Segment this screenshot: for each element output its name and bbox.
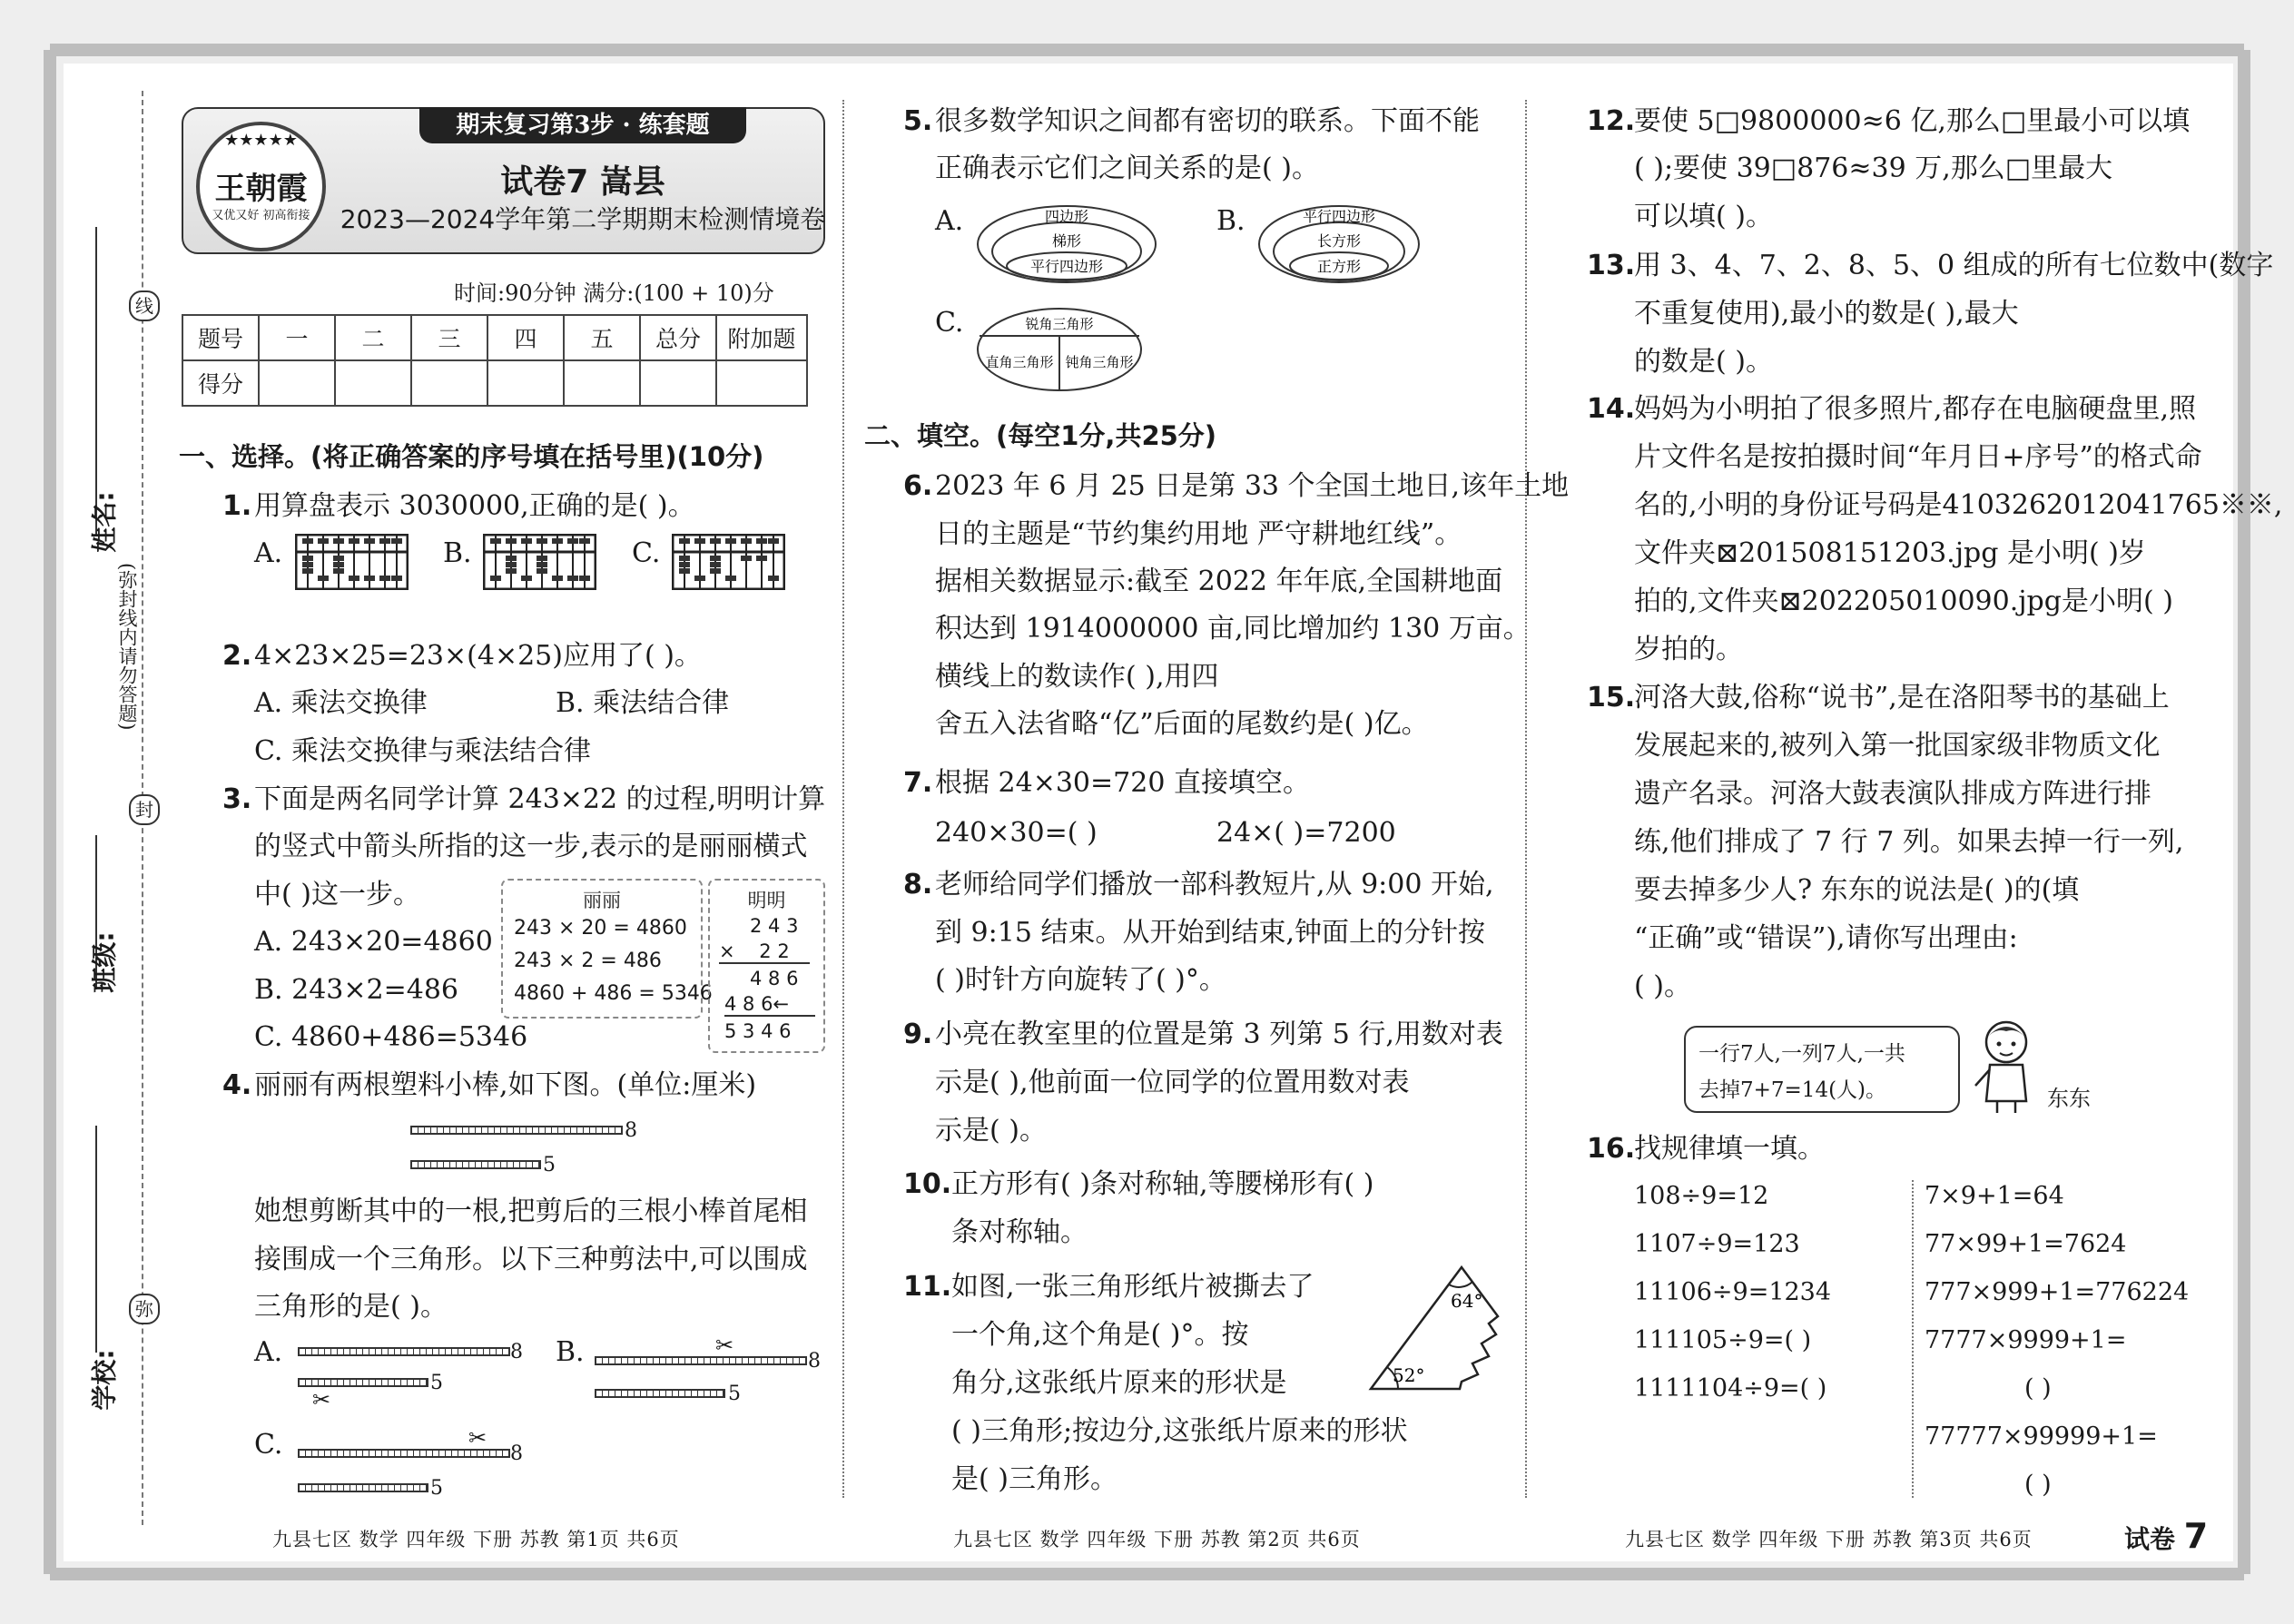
q12-line: 要使 5□9800000≈6 亿,那么□里最小可以填 (1634, 105, 2191, 137)
q2-option-b[interactable]: B. 乘法结合律 (556, 687, 730, 719)
score-input[interactable] (335, 360, 411, 406)
q16-right-row: 77×99+1=7624 (1925, 1230, 2127, 1258)
q16-left-row: 1107÷9=123 (1634, 1230, 1800, 1258)
paper-subtitle: 2023—2024学年第二学期期末检测情境卷 (340, 204, 826, 234)
lili-title: 丽丽 (583, 890, 621, 911)
q2-text: 4×23×25=23×(4×25)应用了( )。 (254, 640, 702, 672)
score-cell: 总分 (640, 315, 716, 360)
column-divider-2 (1525, 100, 1527, 1498)
score-value-row (182, 360, 807, 406)
footer-page-1: 九县七区 数学 四年级 下册 苏教 第1页 共6页 (272, 1529, 680, 1550)
paper-tag-number: 7 (2183, 1516, 2209, 1556)
venn-c-diagram (976, 307, 1144, 393)
q4-b-label-5: 5 (728, 1383, 741, 1405)
q8-number: 8. (903, 869, 933, 901)
brand-logo (196, 122, 326, 251)
footer-page-3: 九县七区 数学 四年级 下册 苏教 第3页 共6页 (1625, 1529, 2033, 1550)
q16-text: 找规律填一填。 (1634, 1133, 1825, 1165)
score-cell: 题号 (182, 315, 259, 360)
q1-option-a[interactable]: A. (254, 537, 283, 569)
q16-left-row: 108÷9=12 (1634, 1182, 1769, 1210)
q9-line[interactable]: 示是( )。 (935, 1115, 1047, 1147)
q3-line-3: 中( )这一步。 (254, 879, 420, 910)
q6-line: 2023 年 6 月 25 日是第 33 个全国土地日,该年土地 (935, 470, 1570, 502)
school-label: 学校: (89, 1349, 120, 1411)
q15-line: 河洛大鼓,俗称“说书”,是在洛阳琴书的基础上 (1634, 682, 2170, 714)
stick-5cm (410, 1160, 541, 1169)
q4-a-label-5: 5 (430, 1372, 443, 1394)
q6-line: 日的主题是“节约集约用地 严守耕地红线”。 (935, 518, 1462, 550)
score-table (182, 314, 808, 407)
q11-line: 角分,这张纸片原来的形状是 (951, 1367, 1287, 1399)
q4-b-label-8: 8 (808, 1350, 821, 1373)
q6-line: 横线上的数读作( ),用四 (935, 661, 1219, 693)
column-divider-1 (842, 100, 844, 1498)
q1-number: 1. (222, 490, 252, 522)
score-cell: 二 (335, 315, 411, 360)
q5-option-c[interactable]: C. (935, 307, 964, 339)
q15-line: 发展起来的,被列入第一批国家级非物质文化 (1634, 730, 2161, 762)
q3-line-1: 下面是两名同学计算 243×22 的过程,明明计算 (254, 783, 826, 815)
mingming-row-3: 4 8 6 (750, 968, 799, 989)
q10-number: 10. (903, 1168, 952, 1200)
boy-character-icon (1970, 1015, 2043, 1115)
paper-tag (2124, 1516, 2208, 1556)
q6-line: 据相关数据显示:截至 2022 年年底,全国耕地面 (935, 566, 1503, 597)
q9-line: 小亮在教室里的位置是第 3 列第 5 行,用数对表 (935, 1019, 1503, 1050)
q15-number: 15. (1587, 682, 1636, 714)
header-card (182, 107, 825, 254)
q5-option-b[interactable]: B. (1216, 205, 1245, 237)
q11-line[interactable]: 是( )三角形。 (951, 1463, 1117, 1495)
q13-line: 用 3、4、7、2、8、5、0 组成的所有七位数中(数字 (1634, 250, 2274, 281)
q16-number: 16. (1587, 1133, 1636, 1165)
score-cell: 一 (259, 315, 335, 360)
venn-a-outer: 四边形 (1044, 208, 1089, 225)
binding-note: (弥封线内请勿答题) (116, 563, 138, 731)
q5-line-2: 正确表示它们之间关系的是( )。 (935, 153, 1319, 184)
q7-blank-a[interactable]: 240×30=( ) (935, 817, 1098, 849)
lili-step-1: 243 × 20 = 4860 (514, 917, 687, 940)
q13-line[interactable]: 不重复使用),最小的数是( ),最大 (1634, 298, 2019, 330)
q4-line-4: 三角形的是( )。 (254, 1291, 448, 1323)
q14-line[interactable]: 拍的,文件夹⊠202205010090.jpg是小明( ) (1634, 586, 2173, 617)
q8-line[interactable]: ( )时针方向旋转了( )°。 (935, 964, 1226, 996)
q5-line-1: 很多数学知识之间都有密切的联系。下面不能 (935, 105, 1480, 137)
q16-left-row[interactable]: 111105÷9=( ) (1634, 1326, 1812, 1354)
q4-a-stick-8 (298, 1347, 510, 1356)
score-cell: 三 (411, 315, 487, 360)
character-name: 东东 (2047, 1086, 2091, 1111)
name-field-line[interactable] (95, 227, 97, 536)
mingming-row-2: × 2 2 (719, 940, 810, 964)
q15-line: “正确”或“错误”),请你写出理由: (1634, 922, 2018, 954)
score-input[interactable] (411, 360, 487, 406)
angle-64-label: 64° (1451, 1290, 1483, 1312)
scissors-icon: ✂ (715, 1333, 734, 1358)
q15-reason-blank[interactable]: ( )。 (1634, 970, 1691, 1002)
q16-right-row: 7777×9999+1= (1925, 1326, 2127, 1354)
score-row-label: 得分 (182, 360, 259, 406)
q7-number: 7. (903, 767, 933, 799)
q15-line[interactable]: 要去掉多少人? 东东的说法是( )的(填 (1634, 874, 2080, 906)
q1-text: 用算盘表示 3030000,正确的是( )。 (254, 490, 695, 522)
q4-b-stick-5 (595, 1389, 725, 1398)
q14-line[interactable]: 文件夹⊠201508151203.jpg 是小明( )岁 (1634, 537, 2146, 569)
q3-option-b[interactable]: B. 243×2=486 (254, 974, 458, 1006)
q4-b-stick-8 (595, 1356, 807, 1365)
score-input[interactable] (487, 360, 564, 406)
score-input[interactable] (564, 360, 640, 406)
logo-stars-icon: ★★★★★ (224, 131, 298, 150)
q12-line[interactable]: ( );要使 39□876≈39 万,那么□里最大 (1634, 153, 2113, 184)
stick-8cm (410, 1126, 623, 1135)
speech-bubble (1684, 1026, 1960, 1113)
q6-line: 舍五入法省略“亿”后面的尾数约是( )亿。 (935, 708, 1429, 740)
mingming-row-5: 5 3 4 6 (724, 1020, 792, 1042)
venn-b-inner: 正方形 (1316, 258, 1362, 275)
score-cell: 四 (487, 315, 564, 360)
venn-b-outer: 平行四边形 (1302, 208, 1376, 225)
q16-divider (1912, 1180, 1914, 1498)
q3-option-a[interactable]: A. 243×20=4860 (254, 926, 493, 958)
lili-work-box (501, 879, 713, 1019)
q1-option-c[interactable]: C. (632, 537, 661, 569)
q2-number: 2. (222, 640, 252, 672)
q3-option-c[interactable]: C. 4860+486=5346 (254, 1021, 528, 1053)
header-banner: 期末复习第3步 · 练套题 (419, 107, 746, 143)
scissors-icon: ✂ (468, 1425, 487, 1451)
binding-mark-seal: 封 (129, 794, 160, 825)
q11-number: 11. (903, 1271, 952, 1303)
q4-number: 4. (222, 1069, 252, 1101)
q16-right-row: 77777×99999+1= (1925, 1422, 2158, 1451)
angle-52-label: 52° (1393, 1364, 1425, 1386)
name-label: 姓名: (89, 491, 120, 553)
q14-number: 14. (1587, 393, 1636, 425)
q4-c-label-8: 8 (510, 1442, 523, 1465)
q16-right-row: 777×999+1=776224 (1925, 1278, 2190, 1306)
logo-text: 王朝霞 (214, 171, 308, 207)
venn-b-mid: 长方形 (1316, 232, 1362, 250)
q4-a-label-8: 8 (510, 1341, 523, 1363)
time-info: 时间:90分钟 满分:(100 + 10)分 (454, 281, 774, 306)
score-input[interactable] (259, 360, 335, 406)
q2-option-a[interactable]: A. 乘法交换律 (254, 687, 428, 719)
mingming-work-box (708, 879, 825, 1053)
stick-5cm-label: 5 (543, 1154, 556, 1176)
q14-line: 名的,小明的身份证号码是4103262012041765※※, (1634, 489, 2283, 521)
q13-line[interactable]: 的数是( )。 (1634, 346, 1773, 378)
q4-line-3: 接围成一个三角形。以下三种剪法中,可以围成 (254, 1244, 808, 1275)
q12-number: 12. (1587, 105, 1636, 137)
class-label: 班级: (89, 931, 120, 993)
mingming-row-4: 4 8 6← (724, 993, 815, 1017)
lili-step-3: 4860 + 486 = 5346 (514, 982, 713, 1005)
q16-right-blank[interactable]: ( ) (2024, 1471, 2052, 1499)
q15-line: 练,他们排成了 7 行 7 列。如果去掉一行一列, (1634, 826, 2184, 858)
score-header-row (182, 315, 807, 360)
q11-line: 如图,一张三角形纸片被撕去了 (951, 1271, 1314, 1303)
abacus-a-icon (295, 534, 409, 590)
school-field-line[interactable] (95, 1126, 97, 1353)
q5-option-a[interactable]: A. (935, 205, 964, 237)
venn-a-mid: 梯形 (1051, 232, 1082, 250)
q4-option-b[interactable]: B. (556, 1336, 585, 1368)
q8-line: 老师给同学们播放一部科教短片,从 9:00 开始, (935, 869, 1494, 901)
q5-number: 5. (903, 105, 933, 137)
logo-small-text: 又优又好 初高衔接 (212, 209, 310, 222)
q4-c-label-5: 5 (430, 1477, 443, 1500)
score-cell: 五 (564, 315, 640, 360)
q7-blank-b[interactable]: 24×( )=7200 (1216, 817, 1396, 849)
q1-option-b[interactable]: B. (443, 537, 472, 569)
binding-mark-close: 弥 (129, 1294, 160, 1324)
q11-line[interactable]: 一个角,这个角是( )°。按 (951, 1319, 1249, 1351)
q10-line[interactable]: 正方形有( )条对称轴,等腰梯形有( ) (951, 1168, 1374, 1200)
q4-text: 丽丽有两根塑料小棒,如下图。(单位:厘米) (254, 1069, 757, 1101)
stick-8cm-label: 8 (625, 1119, 637, 1142)
paper-title: 试卷7 嵩县 (500, 163, 665, 201)
footer-page-2: 九县七区 数学 四年级 下册 苏教 第2页 共6页 (953, 1529, 1361, 1550)
score-input[interactable] (716, 360, 807, 406)
binding-mark-line: 线 (129, 290, 160, 321)
venn-c-right: 钝角三角形 (1065, 354, 1134, 370)
q16-right-blank[interactable]: ( ) (2024, 1374, 2052, 1403)
q14-line: 片文件名是按拍摄时间“年月日+序号”的格式命 (1634, 441, 2202, 473)
q6-line: 积达到 1914000000 亩,同比增加约 130 万亩。 (935, 613, 1531, 645)
venn-b-diagram (1257, 204, 1421, 284)
q9-line[interactable]: 示是( ),他前面一位同学的位置用数对表 (935, 1067, 1410, 1098)
q16-left-row[interactable]: 1111104÷9=( ) (1634, 1374, 1827, 1403)
q12-line[interactable]: 可以填( )。 (1634, 201, 1773, 232)
q3-line-2: 的竖式中箭头所指的这一步,表示的是丽丽横式 (254, 831, 808, 862)
mingming-row-1: 2 4 3 (750, 915, 799, 937)
q16-right-row: 7×9+1=64 (1925, 1182, 2064, 1210)
score-input[interactable] (640, 360, 716, 406)
mingming-title: 明明 (747, 890, 786, 911)
speech-line-1: 一行7人,一列7人,一共 (1698, 1042, 1905, 1066)
q14-line: 妈妈为小明拍了很多照片,都存在电脑硬盘里,照 (1634, 393, 2197, 425)
q16-left-row: 11106÷9=1234 (1634, 1278, 1832, 1306)
lili-step-2: 243 × 2 = 486 (514, 950, 662, 972)
speech-line-2: 去掉7+7=14(人)。 (1698, 1078, 1887, 1102)
q11-line[interactable]: ( )三角形;按边分,这张纸片原来的形状 (951, 1415, 1408, 1447)
q13-number: 13. (1587, 250, 1636, 281)
abacus-b-icon (483, 534, 596, 590)
q4-c-stick-5 (298, 1483, 428, 1492)
venn-c-left: 直角三角形 (985, 354, 1054, 370)
q14-line: 岁拍的。 (1634, 634, 1743, 665)
venn-a-inner: 平行四边形 (1029, 258, 1104, 275)
q4-option-a[interactable]: A. (254, 1336, 283, 1368)
q2-option-c[interactable]: C. 乘法交换律与乘法结合律 (254, 735, 591, 767)
score-cell: 附加题 (716, 315, 807, 360)
q9-number: 9. (903, 1019, 933, 1050)
q8-line: 到 9:15 结束。从开始到结束,钟面上的分针按 (935, 917, 1485, 949)
q15-line: 遗产名录。河洛大鼓表演队排成方阵进行排 (1634, 778, 2151, 810)
section-1-heading: 一、选择。(将正确答案的序号填在括号里)(10分) (179, 441, 764, 472)
q4-option-c[interactable]: C. (254, 1429, 283, 1461)
paper-tag-label: 试卷 (2124, 1524, 2176, 1554)
q3-number: 3. (222, 783, 252, 815)
venn-a-diagram (976, 204, 1157, 284)
q4-line-2: 她想剪断其中的一根,把剪后的三根小棒首尾相 (254, 1196, 808, 1227)
scissors-icon: ✂ (312, 1387, 331, 1412)
q6-number: 6. (903, 470, 933, 502)
abacus-c-icon (672, 534, 785, 590)
q7-text: 根据 24×30=720 直接填空。 (935, 767, 1310, 799)
q10-line: 条对称轴。 (951, 1216, 1088, 1248)
section-2-heading: 二、填空。(每空1分,共25分) (864, 420, 1217, 451)
torn-triangle-figure (1362, 1262, 1507, 1398)
venn-c-top: 锐角三角形 (1025, 316, 1094, 332)
